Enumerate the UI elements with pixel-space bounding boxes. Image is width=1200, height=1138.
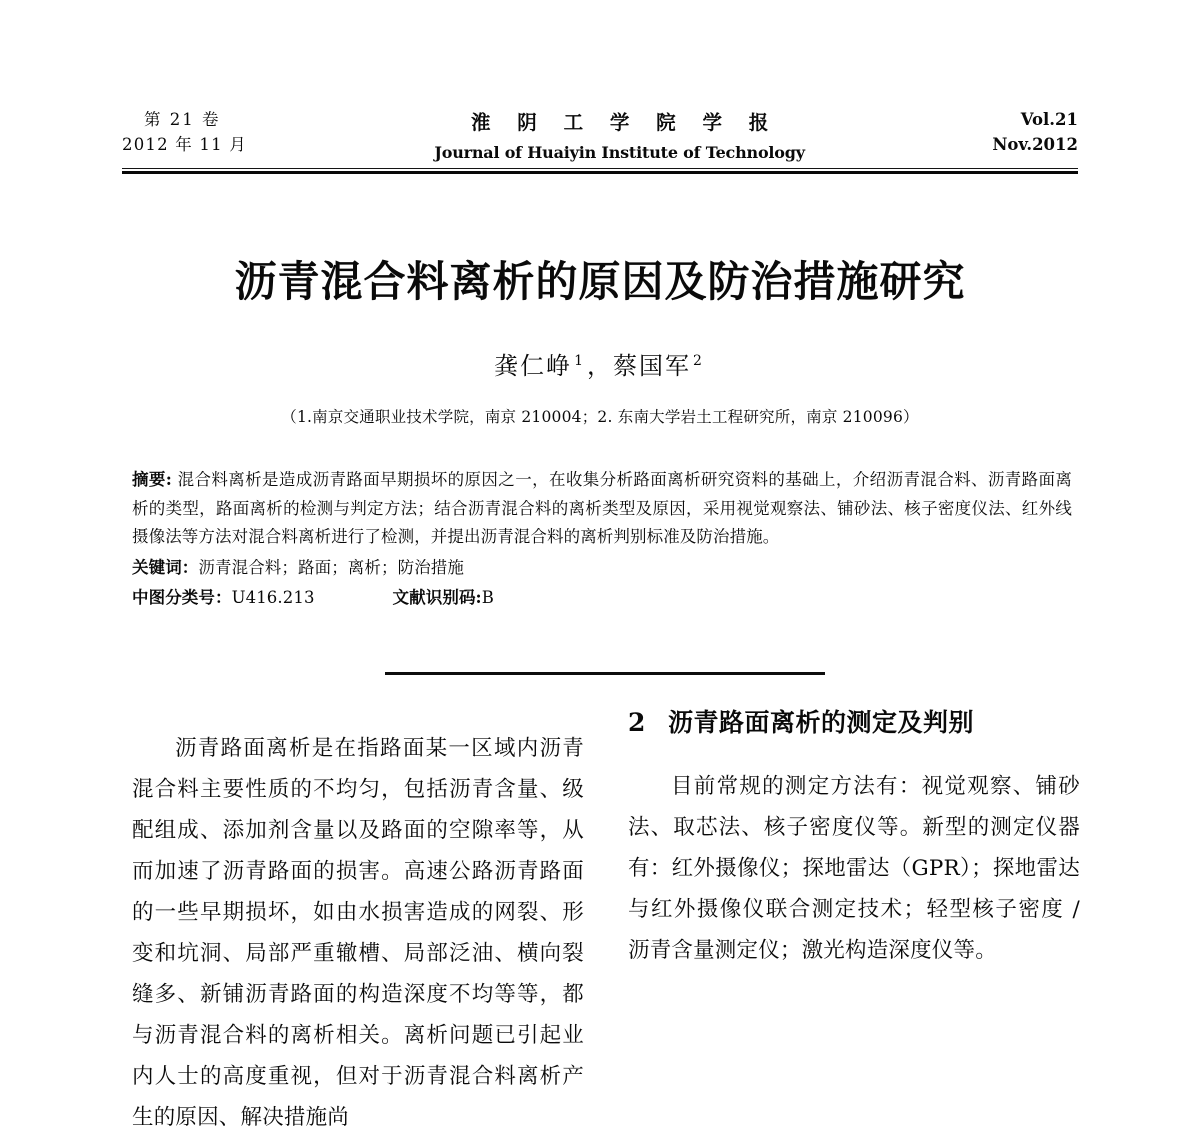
- author-one: 龚仁峥: [494, 352, 573, 380]
- author-affiliations: （1.南京交通职业技术学院，南京 210004；2. 东南大学岩土工程研究所，南京 210096）: [281, 408, 919, 426]
- journal-name-en: Journal of Huaiyin Institute of Technology: [434, 143, 805, 163]
- abstract-text: 混合料离析是造成沥青路面早期损坏的原因之一，在收集分析路面离析研究资料的基础上，介绍沥青混合料、沥青路面离析的类型，路面离析的检测与判定方法；结合沥青混合料的离析类型及原因，采用视觉观察法、铺砂法、核子密度仪法、红外线摄像法等方法对混合料离析进行了检测，并提出沥青混合料的离析判别标准及防治措施。: [132, 470, 1072, 546]
- section-title: 沥青路面离析的测定及判别: [668, 708, 975, 737]
- author-list: [0, 346, 1200, 381]
- clc-value: U416.213: [231, 588, 315, 607]
- document-code-label: 文献识别码:: [392, 588, 482, 607]
- masthead: [122, 108, 1078, 165]
- left-column: [132, 706, 584, 1130]
- document-code-value: B: [481, 588, 494, 607]
- abstract-block: [132, 466, 1072, 613]
- masthead-divider: [122, 168, 1078, 174]
- clc-label: 中图分类号：: [132, 588, 232, 607]
- abstract-paragraph: [132, 466, 1072, 552]
- author-one-affiliation-marker: 1: [574, 353, 585, 369]
- section-number: 2: [628, 708, 646, 737]
- divider-thin-line: [122, 168, 1078, 169]
- document-code-segment: [393, 584, 494, 613]
- divider-thick-line: [122, 171, 1078, 174]
- classification-line: [132, 584, 1072, 613]
- left-column-paragraph: 沥青路面离析是在指路面某一区域内沥青混合料主要性质的不均匀，包括沥青含量、级配组成、添加剂含量以及路面的空隙率等，从而加速了沥青路面的损害。高速公路沥青路面的一些早期损坏，如由水损害造成的网裂、形变和坑洞、局部严重辙槽、局部泛油、横向裂缝多、新铺沥青路面的构造深度不均等等，都与沥青混合料的离析相关。离析问题已引起业内人士的高度重视，但对于沥青混合料离析产生的原因、解决措施尚: [132, 735, 584, 1130]
- keywords-label: 关键词：: [132, 557, 199, 577]
- issue-date-cn: 2012 年 11 月: [122, 134, 247, 154]
- right-column-paragraph: 目前常规的测定方法有：视觉观察、铺砂法、取芯法、核子密度仪等。新型的测定仪器有：红外摄像仪；探地雷达（GPR）；探地雷达与红外摄像仪联合测定技术；轻型核子密度 / 沥青含量测定仪；激光构造深度仪等。: [628, 774, 1080, 963]
- abstract-label: 摘要:: [132, 470, 172, 489]
- volume-number-en: Vol.21: [1020, 110, 1078, 129]
- keywords-line: [132, 554, 1072, 583]
- body-columns: [132, 706, 1080, 1130]
- right-column: [628, 706, 1080, 1006]
- volume-number-cn: 第 21 卷: [144, 110, 221, 129]
- section-heading: [628, 706, 1080, 740]
- clc-segment: [132, 584, 315, 613]
- issue-date-en: Nov.2012: [992, 134, 1078, 154]
- masthead-right: [992, 108, 1078, 158]
- author-two: ，蔡国军: [587, 352, 691, 380]
- article-title: 沥青混合料离析的原因及防治措施研究: [234, 257, 966, 307]
- journal-name-cn: 淮 阴 工 学 院 学 报: [471, 111, 779, 134]
- keywords-text: 沥青混合料；路面；离析；防治措施: [198, 557, 465, 577]
- masthead-left: [122, 108, 247, 158]
- abstract-body-divider: [385, 672, 825, 675]
- masthead-center: [247, 108, 992, 165]
- author-two-affiliation-marker: 2: [693, 353, 704, 369]
